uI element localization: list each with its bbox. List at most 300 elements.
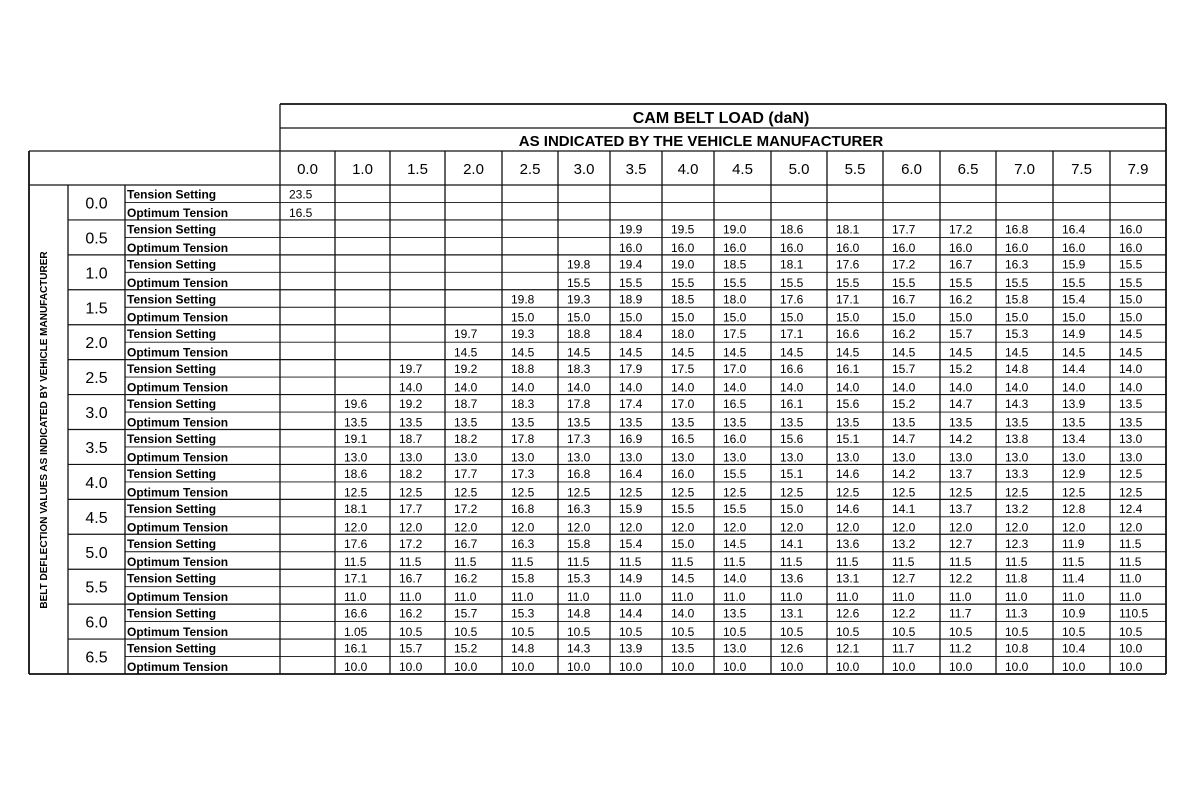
tension-setting-cell: 14.8 <box>1005 362 1029 377</box>
optimum-tension-cell: 14.0 <box>780 380 804 395</box>
tension-setting-cell: 17.7 <box>399 501 423 516</box>
tension-setting-cell: 12.2 <box>949 571 973 586</box>
optimum-tension-label: Optimum Tension <box>127 520 229 535</box>
optimum-tension-cell: 12.5 <box>344 485 368 500</box>
tension-setting-cell: 14.1 <box>892 501 916 516</box>
deflection-value: 4.5 <box>85 509 108 527</box>
tension-setting-cell: 15.0 <box>671 536 695 551</box>
tension-setting-cell: 17.6 <box>836 257 860 272</box>
optimum-tension-cell: 10.5 <box>780 625 804 640</box>
tension-setting-cell: 15.3 <box>1005 327 1029 342</box>
tension-setting-cell: 13.0 <box>723 641 747 656</box>
optimum-tension-cell: 15.5 <box>723 275 747 290</box>
tension-setting-cell: 18.0 <box>671 327 695 342</box>
tension-setting-cell: 18.3 <box>511 397 535 412</box>
optimum-tension-cell: 12.5 <box>836 485 860 500</box>
optimum-tension-cell: 11.5 <box>399 555 422 570</box>
tension-setting-cell: 16.2 <box>399 606 423 621</box>
tension-setting-cell: 16.0 <box>671 466 695 481</box>
tension-setting-cell: 16.2 <box>454 571 478 586</box>
optimum-tension-cell: 10.0 <box>892 660 916 674</box>
optimum-tension-cell: 11.5 <box>780 555 803 570</box>
optimum-tension-cell: 12.5 <box>511 485 535 500</box>
tension-setting-cell: 13.9 <box>1062 397 1086 412</box>
optimum-tension-label: Optimum Tension <box>127 485 229 500</box>
optimum-tension-cell: 16.0 <box>949 240 973 255</box>
deflection-value: 1.5 <box>85 300 108 318</box>
optimum-tension-cell: 15.0 <box>1119 310 1143 325</box>
tension-setting-cell: 12.4 <box>1119 501 1143 516</box>
tension-setting-cell: 12.6 <box>780 641 804 656</box>
tension-setting-cell: 17.6 <box>780 292 804 307</box>
tension-setting-cell: 14.5 <box>671 571 695 586</box>
tension-setting-label: Tension Setting <box>127 501 217 516</box>
optimum-tension-cell: 11.5 <box>723 555 746 570</box>
tension-setting-cell: 18.2 <box>454 431 478 446</box>
optimum-tension-cell: 13.5 <box>344 415 368 430</box>
load-header-cell: 6.5 <box>957 161 979 178</box>
optimum-tension-cell: 14.0 <box>1062 380 1086 395</box>
optimum-tension-cell: 10.5 <box>1005 625 1029 640</box>
optimum-tension-cell: 12.5 <box>619 485 643 500</box>
tension-setting-cell: 17.7 <box>454 466 478 481</box>
tension-setting-cell: 16.7 <box>454 536 478 551</box>
tension-setting-label: Tension Setting <box>127 362 217 377</box>
optimum-tension-cell: 10.0 <box>1119 660 1143 674</box>
optimum-tension-cell: 13.5 <box>892 415 916 430</box>
optimum-tension-cell: 15.5 <box>836 275 860 290</box>
table-body <box>85 187 1148 674</box>
load-header-cell: 6.0 <box>901 161 922 178</box>
optimum-tension-cell: 12.0 <box>671 520 695 535</box>
optimum-tension-cell: 11.5 <box>1005 555 1028 570</box>
optimum-tension-label: Optimum Tension <box>127 310 229 325</box>
tension-setting-cell: 19.7 <box>399 362 423 377</box>
tension-setting-cell: 19.0 <box>671 257 695 272</box>
tension-setting-cell: 11.4 <box>1062 571 1085 586</box>
optimum-tension-cell: 13.0 <box>1062 450 1086 465</box>
tension-setting-cell: 16.7 <box>399 571 423 586</box>
load-header-cell: 4.5 <box>732 161 753 178</box>
optimum-tension-cell: 15.0 <box>949 310 973 325</box>
tension-setting-cell: 16.8 <box>567 466 591 481</box>
tension-setting-cell: 18.5 <box>723 257 747 272</box>
tension-setting-cell: 17.2 <box>399 536 423 551</box>
optimum-tension-cell: 13.5 <box>567 415 591 430</box>
optimum-tension-cell: 13.0 <box>671 450 695 465</box>
tension-setting-cell: 13.9 <box>619 641 643 656</box>
optimum-tension-cell: 10.0 <box>619 660 643 674</box>
tension-setting-cell: 17.1 <box>780 327 804 342</box>
load-header-cell: 7.9 <box>1127 161 1149 178</box>
optimum-tension-cell: 14.5 <box>780 345 804 360</box>
tension-setting-cell: 15.4 <box>619 536 643 551</box>
optimum-tension-label: Optimum Tension <box>127 380 229 395</box>
optimum-tension-cell: 13.5 <box>671 415 695 430</box>
tension-setting-cell: 16.2 <box>892 327 916 342</box>
optimum-tension-cell: 12.0 <box>619 520 643 535</box>
optimum-tension-cell: 10.5 <box>511 625 535 640</box>
tension-setting-cell: 13.0 <box>1119 431 1143 446</box>
optimum-tension-cell: 16.0 <box>836 240 860 255</box>
tension-setting-label: Tension Setting <box>127 327 217 342</box>
tension-setting-cell: 13.2 <box>1005 501 1029 516</box>
tension-setting-cell: 13.5 <box>723 606 747 621</box>
optimum-tension-cell: 11.0 <box>780 590 803 605</box>
load-header-cell: 2.0 <box>463 161 484 178</box>
optimum-tension-cell: 15.5 <box>780 275 804 290</box>
optimum-tension-cell: 10.0 <box>671 660 695 674</box>
optimum-tension-cell: 14.0 <box>1119 380 1143 395</box>
tension-setting-cell: 14.5 <box>1119 327 1143 342</box>
tension-setting-cell: 10.0 <box>1119 641 1143 656</box>
tension-setting-cell: 16.0 <box>1119 222 1143 237</box>
tension-setting-cell: 14.5 <box>723 536 747 551</box>
optimum-tension-cell: 12.5 <box>892 485 916 500</box>
optimum-tension-cell: 14.0 <box>892 380 916 395</box>
tension-setting-cell: 16.4 <box>619 466 643 481</box>
tension-setting-cell: 14.4 <box>619 606 643 621</box>
optimum-tension-cell: 10.0 <box>723 660 747 674</box>
optimum-tension-cell: 11.5 <box>619 555 642 570</box>
optimum-tension-cell: 12.5 <box>1005 485 1029 500</box>
optimum-tension-cell: 14.0 <box>949 380 973 395</box>
optimum-tension-cell: 13.0 <box>1005 450 1029 465</box>
optimum-tension-cell: 14.5 <box>511 345 535 360</box>
tension-setting-cell: 15.4 <box>1062 292 1086 307</box>
optimum-tension-cell: 11.0 <box>671 590 694 605</box>
optimum-tension-cell: 14.0 <box>511 380 535 395</box>
tension-setting-cell: 15.2 <box>949 362 973 377</box>
optimum-tension-cell: 14.5 <box>619 345 643 360</box>
optimum-tension-cell: 12.5 <box>671 485 695 500</box>
optimum-tension-cell: 15.0 <box>511 310 535 325</box>
optimum-tension-cell: 12.0 <box>511 520 535 535</box>
optimum-tension-cell: 14.0 <box>619 380 643 395</box>
optimum-tension-cell: 12.0 <box>949 520 973 535</box>
tension-setting-cell: 14.8 <box>567 606 591 621</box>
optimum-tension-cell: 13.0 <box>619 450 643 465</box>
deflection-value: 3.0 <box>85 405 108 423</box>
optimum-tension-cell: 13.0 <box>836 450 860 465</box>
tension-setting-cell: 19.3 <box>511 327 535 342</box>
tension-setting-cell: 14.2 <box>949 431 973 446</box>
optimum-tension-cell: 15.5 <box>671 275 695 290</box>
tension-setting-cell: 18.3 <box>567 362 591 377</box>
tension-setting-label: Tension Setting <box>127 431 217 446</box>
tension-setting-cell: 110.5 <box>1119 606 1149 621</box>
tension-setting-cell: 12.9 <box>1062 466 1086 481</box>
tension-setting-cell: 12.2 <box>892 606 916 621</box>
optimum-tension-cell: 10.5 <box>454 625 478 640</box>
optimum-tension-cell: 15.5 <box>892 275 916 290</box>
optimum-tension-cell: 12.0 <box>836 520 860 535</box>
optimum-tension-cell: 10.0 <box>1005 660 1029 674</box>
tension-setting-cell: 18.4 <box>619 327 643 342</box>
tension-setting-cell: 16.1 <box>836 362 860 377</box>
optimum-tension-cell: 16.0 <box>1062 240 1086 255</box>
optimum-tension-cell: 12.5 <box>1062 485 1086 500</box>
tension-setting-cell: 12.6 <box>836 606 860 621</box>
tension-setting-cell: 15.8 <box>1005 292 1029 307</box>
tension-setting-label: Tension Setting <box>127 606 217 621</box>
tension-setting-cell: 14.9 <box>619 571 643 586</box>
optimum-tension-cell: 14.5 <box>1062 345 1086 360</box>
optimum-tension-cell: 15.5 <box>1062 275 1086 290</box>
optimum-tension-cell: 10.5 <box>619 625 643 640</box>
optimum-tension-cell: 10.0 <box>949 660 973 674</box>
tension-setting-cell: 15.2 <box>892 397 916 412</box>
optimum-tension-cell: 14.0 <box>1005 380 1029 395</box>
tension-setting-cell: 15.6 <box>780 431 804 446</box>
deflection-value: 6.0 <box>85 614 108 632</box>
optimum-tension-label: Optimum Tension <box>127 345 229 360</box>
load-header-cell: 1.5 <box>407 161 428 178</box>
optimum-tension-cell: 11.0 <box>836 590 859 605</box>
optimum-tension-cell: 12.0 <box>454 520 478 535</box>
optimum-tension-cell: 10.5 <box>723 625 747 640</box>
optimum-tension-cell: 16.0 <box>780 240 804 255</box>
optimum-tension-cell: 13.0 <box>723 450 747 465</box>
tension-setting-cell: 16.6 <box>344 606 368 621</box>
load-header-cell: 1.0 <box>352 161 373 178</box>
optimum-tension-cell: 13.5 <box>619 415 643 430</box>
tension-setting-cell: 12.7 <box>949 536 973 551</box>
tension-setting-cell: 17.5 <box>723 327 747 342</box>
tension-setting-cell: 15.1 <box>780 466 804 481</box>
optimum-tension-cell: 12.0 <box>1062 520 1086 535</box>
optimum-tension-cell: 15.0 <box>619 310 643 325</box>
tension-setting-cell: 11.3 <box>1005 606 1028 621</box>
optimum-tension-cell: 10.5 <box>567 625 591 640</box>
load-header-cell: 3.5 <box>625 161 647 178</box>
optimum-tension-cell: 13.0 <box>511 450 535 465</box>
optimum-tension-cell: 12.0 <box>723 520 747 535</box>
optimum-tension-cell: 13.5 <box>511 415 535 430</box>
tension-setting-cell: 13.6 <box>780 571 804 586</box>
tension-setting-cell: 11.7 <box>949 606 972 621</box>
optimum-tension-cell: 11.5 <box>454 555 477 570</box>
optimum-tension-cell: 15.5 <box>949 275 973 290</box>
tension-setting-cell: 17.7 <box>892 222 916 237</box>
tension-setting-cell: 15.5 <box>1119 257 1143 272</box>
optimum-tension-cell: 16.0 <box>1005 240 1029 255</box>
tension-setting-cell: 15.9 <box>1062 257 1086 272</box>
tension-setting-cell: 13.3 <box>1005 466 1029 481</box>
optimum-tension-cell: 12.0 <box>780 520 804 535</box>
optimum-tension-cell: 10.0 <box>454 660 478 674</box>
tension-setting-cell: 16.1 <box>780 397 804 412</box>
optimum-tension-label: Optimum Tension <box>127 450 229 465</box>
load-header-cell: 0.0 <box>297 161 318 178</box>
tension-setting-cell: 16.6 <box>780 362 804 377</box>
optimum-tension-cell: 12.5 <box>454 485 478 500</box>
optimum-tension-cell: 12.0 <box>399 520 423 535</box>
optimum-tension-cell: 15.0 <box>1062 310 1086 325</box>
optimum-tension-cell: 13.5 <box>454 415 478 430</box>
deflection-value: 2.5 <box>85 370 108 388</box>
tension-setting-cell: 13.7 <box>949 466 973 481</box>
tension-setting-cell: 12.7 <box>892 571 916 586</box>
optimum-tension-cell: 16.0 <box>1119 240 1143 255</box>
deflection-value: 5.5 <box>85 579 108 597</box>
optimum-tension-label: Optimum Tension <box>127 205 229 220</box>
optimum-tension-cell: 11.0 <box>511 590 534 605</box>
tension-setting-cell: 17.2 <box>892 257 916 272</box>
tension-setting-cell: 15.7 <box>949 327 973 342</box>
tension-setting-cell: 19.3 <box>567 292 591 307</box>
optimum-tension-cell: 13.0 <box>399 450 423 465</box>
tension-setting-cell: 19.5 <box>671 222 695 237</box>
table-subtitle: AS INDICATED BY THE VEHICLE MANUFACTURER <box>518 133 884 150</box>
tension-setting-cell: 16.3 <box>511 536 535 551</box>
tension-setting-cell: 15.3 <box>511 606 535 621</box>
optimum-tension-cell: 13.0 <box>780 450 804 465</box>
tension-setting-cell: 19.8 <box>511 292 535 307</box>
optimum-tension-cell: 14.0 <box>836 380 860 395</box>
tension-setting-label: Tension Setting <box>127 187 217 202</box>
optimum-tension-cell: 11.0 <box>949 590 972 605</box>
tension-setting-cell: 19.6 <box>344 397 368 412</box>
optimum-tension-cell: 14.5 <box>892 345 916 360</box>
optimum-tension-cell: 14.5 <box>1005 345 1029 360</box>
optimum-tension-cell: 12.5 <box>780 485 804 500</box>
deflection-value: 1.0 <box>85 265 108 283</box>
tension-setting-cell: 13.4 <box>1062 431 1086 446</box>
optimum-tension-cell: 11.5 <box>1119 555 1142 570</box>
deflection-value: 4.0 <box>85 474 108 492</box>
tension-setting-cell: 17.1 <box>836 292 860 307</box>
tension-setting-cell: 19.9 <box>619 222 643 237</box>
tension-setting-cell: 17.5 <box>671 362 695 377</box>
tension-setting-cell: 15.9 <box>619 501 643 516</box>
optimum-tension-cell: 10.5 <box>892 625 916 640</box>
optimum-tension-cell: 14.5 <box>836 345 860 360</box>
tension-setting-cell: 18.6 <box>780 222 804 237</box>
optimum-tension-cell: 13.0 <box>454 450 478 465</box>
optimum-tension-cell: 14.5 <box>723 345 747 360</box>
tension-setting-cell: 16.4 <box>1062 222 1086 237</box>
optimum-tension-cell: 10.0 <box>1062 660 1086 674</box>
tension-setting-cell: 13.5 <box>671 641 695 656</box>
tension-setting-cell: 17.8 <box>567 397 591 412</box>
optimum-tension-cell: 10.5 <box>399 625 423 640</box>
optimum-tension-cell: 10.5 <box>949 625 973 640</box>
optimum-tension-cell: 11.0 <box>567 590 590 605</box>
tension-setting-cell: 19.7 <box>454 327 478 342</box>
optimum-tension-cell: 15.0 <box>836 310 860 325</box>
optimum-tension-cell: 13.5 <box>1005 415 1029 430</box>
optimum-tension-cell: 11.5 <box>671 555 694 570</box>
tension-setting-cell: 15.1 <box>836 431 860 446</box>
deflection-value: 0.0 <box>85 195 108 213</box>
optimum-tension-cell: 11.0 <box>344 590 367 605</box>
tension-setting-cell: 14.6 <box>836 466 860 481</box>
tension-setting-cell: 16.8 <box>511 501 535 516</box>
optimum-tension-cell: 13.0 <box>949 450 973 465</box>
optimum-tension-cell: 14.0 <box>723 380 747 395</box>
optimum-tension-label: Optimum Tension <box>127 275 229 290</box>
optimum-tension-cell: 16.5 <box>289 205 313 220</box>
optimum-tension-cell: 12.5 <box>567 485 591 500</box>
optimum-tension-cell: 11.5 <box>892 555 915 570</box>
optimum-tension-cell: 13.5 <box>949 415 973 430</box>
tension-setting-cell: 14.0 <box>723 571 747 586</box>
tension-setting-cell: 13.1 <box>780 606 804 621</box>
optimum-tension-cell: 11.0 <box>1062 590 1085 605</box>
optimum-tension-cell: 12.0 <box>567 520 591 535</box>
optimum-tension-cell: 11.0 <box>892 590 915 605</box>
load-column-headers <box>297 161 1148 178</box>
optimum-tension-cell: 13.0 <box>567 450 591 465</box>
tension-setting-cell: 16.7 <box>949 257 973 272</box>
optimum-tension-cell: 15.5 <box>1005 275 1029 290</box>
tension-setting-cell: 17.0 <box>723 362 747 377</box>
optimum-tension-cell: 14.0 <box>454 380 478 395</box>
load-header-cell: 2.5 <box>519 161 541 178</box>
tension-setting-cell: 18.5 <box>671 292 695 307</box>
tension-setting-cell: 14.4 <box>1062 362 1086 377</box>
tension-setting-cell: 14.7 <box>949 397 973 412</box>
tension-setting-cell: 13.6 <box>836 536 860 551</box>
optimum-tension-cell: 15.5 <box>1119 275 1143 290</box>
optimum-tension-cell: 14.5 <box>671 345 695 360</box>
optimum-tension-cell: 15.0 <box>780 310 804 325</box>
optimum-tension-cell: 14.5 <box>454 345 478 360</box>
tension-setting-cell: 12.8 <box>1062 501 1086 516</box>
tension-setting-cell: 16.3 <box>1005 257 1029 272</box>
tension-setting-cell: 19.8 <box>567 257 591 272</box>
tension-setting-cell: 12.3 <box>1005 536 1029 551</box>
optimum-tension-cell: 11.0 <box>399 590 422 605</box>
tension-setting-cell: 23.5 <box>289 187 313 202</box>
tension-setting-cell: 15.5 <box>723 501 747 516</box>
tension-setting-cell: 15.3 <box>567 571 591 586</box>
optimum-tension-cell: 16.0 <box>723 240 747 255</box>
optimum-tension-cell: 12.0 <box>1005 520 1029 535</box>
optimum-tension-cell: 15.0 <box>1005 310 1029 325</box>
optimum-tension-cell: 14.0 <box>399 380 423 395</box>
optimum-tension-cell: 14.0 <box>567 380 591 395</box>
optimum-tension-cell: 11.5 <box>1062 555 1085 570</box>
tension-setting-cell: 18.8 <box>567 327 591 342</box>
tension-setting-cell: 17.2 <box>949 222 973 237</box>
tension-setting-cell: 10.8 <box>1005 641 1029 656</box>
optimum-tension-cell: 14.5 <box>949 345 973 360</box>
tension-setting-cell: 19.1 <box>344 431 368 446</box>
tension-setting-cell: 15.8 <box>511 571 535 586</box>
load-header-cell: 5.5 <box>844 161 866 178</box>
tension-setting-label: Tension Setting <box>127 466 217 481</box>
optimum-tension-cell: 16.0 <box>619 240 643 255</box>
tension-setting-cell: 14.2 <box>892 466 916 481</box>
tension-setting-label: Tension Setting <box>127 536 217 551</box>
optimum-tension-cell: 13.5 <box>836 415 860 430</box>
optimum-tension-cell: 14.0 <box>671 380 695 395</box>
optimum-tension-cell: 12.5 <box>949 485 973 500</box>
optimum-tension-cell: 11.0 <box>619 590 642 605</box>
tension-setting-cell: 11.5 <box>1119 536 1142 551</box>
tension-setting-cell: 17.3 <box>511 466 535 481</box>
tension-setting-cell: 18.1 <box>836 222 860 237</box>
tension-setting-cell: 18.0 <box>723 292 747 307</box>
tension-setting-cell: 14.0 <box>1119 362 1143 377</box>
tension-setting-cell: 15.7 <box>399 641 423 656</box>
optimum-tension-cell: 10.0 <box>567 660 591 674</box>
tension-setting-cell: 17.2 <box>454 501 478 516</box>
tension-setting-cell: 14.1 <box>780 536 804 551</box>
tension-setting-cell: 18.1 <box>344 501 368 516</box>
